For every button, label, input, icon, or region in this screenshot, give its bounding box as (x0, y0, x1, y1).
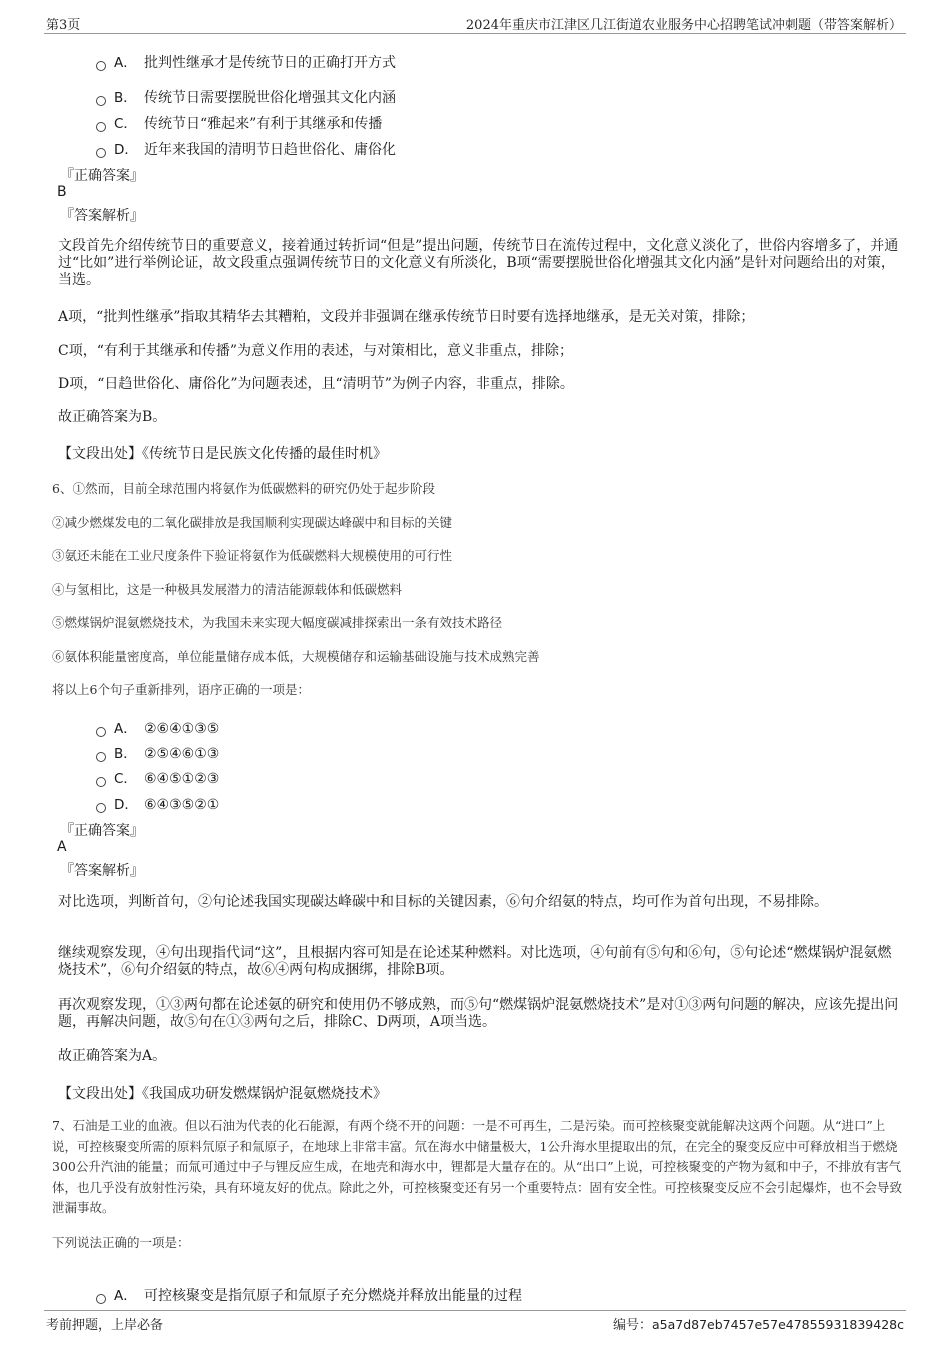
q6-sentence: ③氨还未能在工业尺度条件下验证将氨作为低碳燃料大规模使用的可行性 (52, 548, 453, 563)
q5-option-c[interactable]: C． 传统节日“雅起来”有利于其继承和传播 (96, 112, 382, 133)
q5-option-b[interactable]: B． 传统节日需要摆脱世俗化增强其文化内涵 (96, 86, 396, 107)
radio-icon[interactable] (96, 1294, 106, 1304)
radio-icon[interactable] (96, 803, 106, 813)
q6-sentence: ②减少燃煤发电的二氧化碳排放是我国顺利实现碳达峰碳中和目标的关键 (52, 515, 453, 530)
q5-answer: B (57, 184, 67, 200)
radio-icon[interactable] (96, 122, 106, 132)
q6-option-a[interactable]: A． ②⑥④①③⑤ (96, 717, 219, 737)
q6-sentence: ⑥氨体积能量密度高，单位能量储存成本低，大规模储存和运输基础设施与技术成熟完善 (52, 649, 540, 664)
q5-analysis-paragraph: 文段首先介绍传统节日的重要意义，接着通过转折词“但是”提出问题，传统节日在流传过程中，文化意义淡化了，世俗内容增多了，并通过“比如”进行举例论证，故文段重点强调传统节日的文化意义有所淡化，B项“需要摆脱世俗化增强其文化内涵”是针对问题给出的对策，当选。 (58, 238, 899, 288)
q6-answer-label: 『正确答案』 (60, 823, 144, 839)
radio-icon[interactable] (96, 752, 106, 762)
q6-option-c[interactable]: C． ⑥④⑤①②③ (96, 767, 219, 787)
document-code: 编号：a5a7d87eb7457e57e47855931839428c (612, 1317, 904, 1333)
footer-slogan: 考前押题，上岸必备 (46, 1318, 164, 1333)
page-number: 第3页 (46, 18, 81, 33)
q5-analysis-paragraph: 故正确答案为B。 (58, 409, 167, 425)
q5-answer-label: 『正确答案』 (60, 168, 144, 184)
document-title: 2024年重庆市江津区几江街道农业服务中心招聘笔试冲刺题（带答案解析） (465, 18, 902, 33)
q6-answer: A (57, 839, 67, 855)
q5-analysis-paragraph: A项，“批判性继承”指取其精华去其糟粕，文段并非强调在继承传统节日时要有选择地继承，是无关对策，排除； (58, 309, 755, 325)
q7-stem: 下列说法正确的一项是： (52, 1235, 190, 1250)
q6-analysis-paragraph: 故正确答案为A。 (58, 1048, 167, 1064)
radio-icon[interactable] (96, 61, 106, 71)
q6-sentence: 6、①然而，目前全球范围内将氨作为低碳燃料的研究仍处于起步阶段 (52, 481, 435, 496)
q6-stem: 将以上6个句子重新排列，语序正确的一项是： (52, 682, 310, 697)
q6-analysis-paragraph: 对比选项，判断首句，②句论述我国实现碳达峰碳中和目标的关键因素，⑥句介绍氨的特点，均可作为首句出现，不易排除。 (58, 894, 828, 910)
radio-icon[interactable] (96, 777, 106, 787)
radio-icon[interactable] (96, 148, 106, 158)
radio-icon[interactable] (96, 727, 106, 737)
q6-option-b[interactable]: B． ②⑤④⑥①③ (96, 742, 219, 762)
q5-option-a[interactable]: A． 批判性继承才是传统节日的正确打开方式 (96, 51, 396, 72)
q6-sentence: ⑤燃煤锅炉混氨燃烧技术，为我国未来实现大幅度碳减排探索出一条有效技术路径 (52, 615, 503, 630)
q6-source: 【文段出处】《我国成功研发燃煤锅炉混氨燃烧技术》 (58, 1086, 387, 1102)
q5-analysis-paragraph: D项，“日趋世俗化、庸俗化”为问题表述，且“清明节”为例子内容，非重点，排除。 (58, 376, 574, 392)
header-divider (44, 33, 906, 34)
q6-option-d[interactable]: D． ⑥④③⑤②① (96, 793, 219, 813)
q6-analysis-label: 『答案解析』 (60, 863, 144, 879)
q6-analysis-paragraph: 继续观察发现，④句出现指代词“这”，且根据内容可知是在论述某种燃料。对比选项，④句前有⑤句和⑥句，⑤句论述“燃煤锅炉混氨燃烧技术”，⑥句介绍氨的特点，故⑥④两句构成捆绑，排除B项。 (58, 945, 892, 978)
q5-source: 【文段出处】《传统节日是民族文化传播的最佳时机》 (58, 446, 387, 462)
radio-icon[interactable] (96, 96, 106, 106)
q7-passage: 7、石油是工业的血液。但以石油为代表的化石能源，有两个绕不开的问题：一是不可再生，二是污染。而可控核聚变就能解决这两个问题。从“进口”上说，可控核聚变所需的原料氘原子和氚原子，在地球上非常丰富。氘在海水中储量极大，1公升海水里提取出的氘，在完全的聚变反应中可释放相当于燃烧300公升汽油的能量；而氚可通过中子与锂反应生成，在地壳和海水中，锂都是大量存在的。从“出口”上说，可控核聚变的产物为氦和中子，不排放有害气体，也几乎没有放射性污染，具有环境友好的优点。除此之外，可控核聚变还有另一个重要特点：固有安全性。可控核聚变反应不会引起爆炸，也不会导致泄漏事故。 (52, 1118, 903, 1215)
q5-analysis-paragraph: C项，“有利于其继承和传播”为意义作用的表述，与对策相比，意义非重点，排除； (58, 343, 574, 359)
footer-divider (44, 1310, 906, 1311)
q6-sentence: ④与氢相比，这是一种极具发展潜力的清洁能源载体和低碳燃料 (52, 582, 403, 597)
q5-option-d[interactable]: D． 近年来我国的清明节日趋世俗化、庸俗化 (96, 138, 396, 159)
q6-analysis-paragraph: 再次观察发现，①③两句都在论述氨的研究和使用仍不够成熟，而⑤句“燃煤锅炉混氨燃烧技术”是对①③两句问题的解决，应该先提出问题，再解决问题，故⑤句在①③两句之后，排除C、D两项，A项当选。 (58, 997, 899, 1030)
q5-analysis-label: 『答案解析』 (60, 208, 144, 224)
q7-option-a[interactable]: A． 可控核聚变是指氘原子和氚原子充分燃烧并释放出能量的过程 (96, 1284, 522, 1305)
